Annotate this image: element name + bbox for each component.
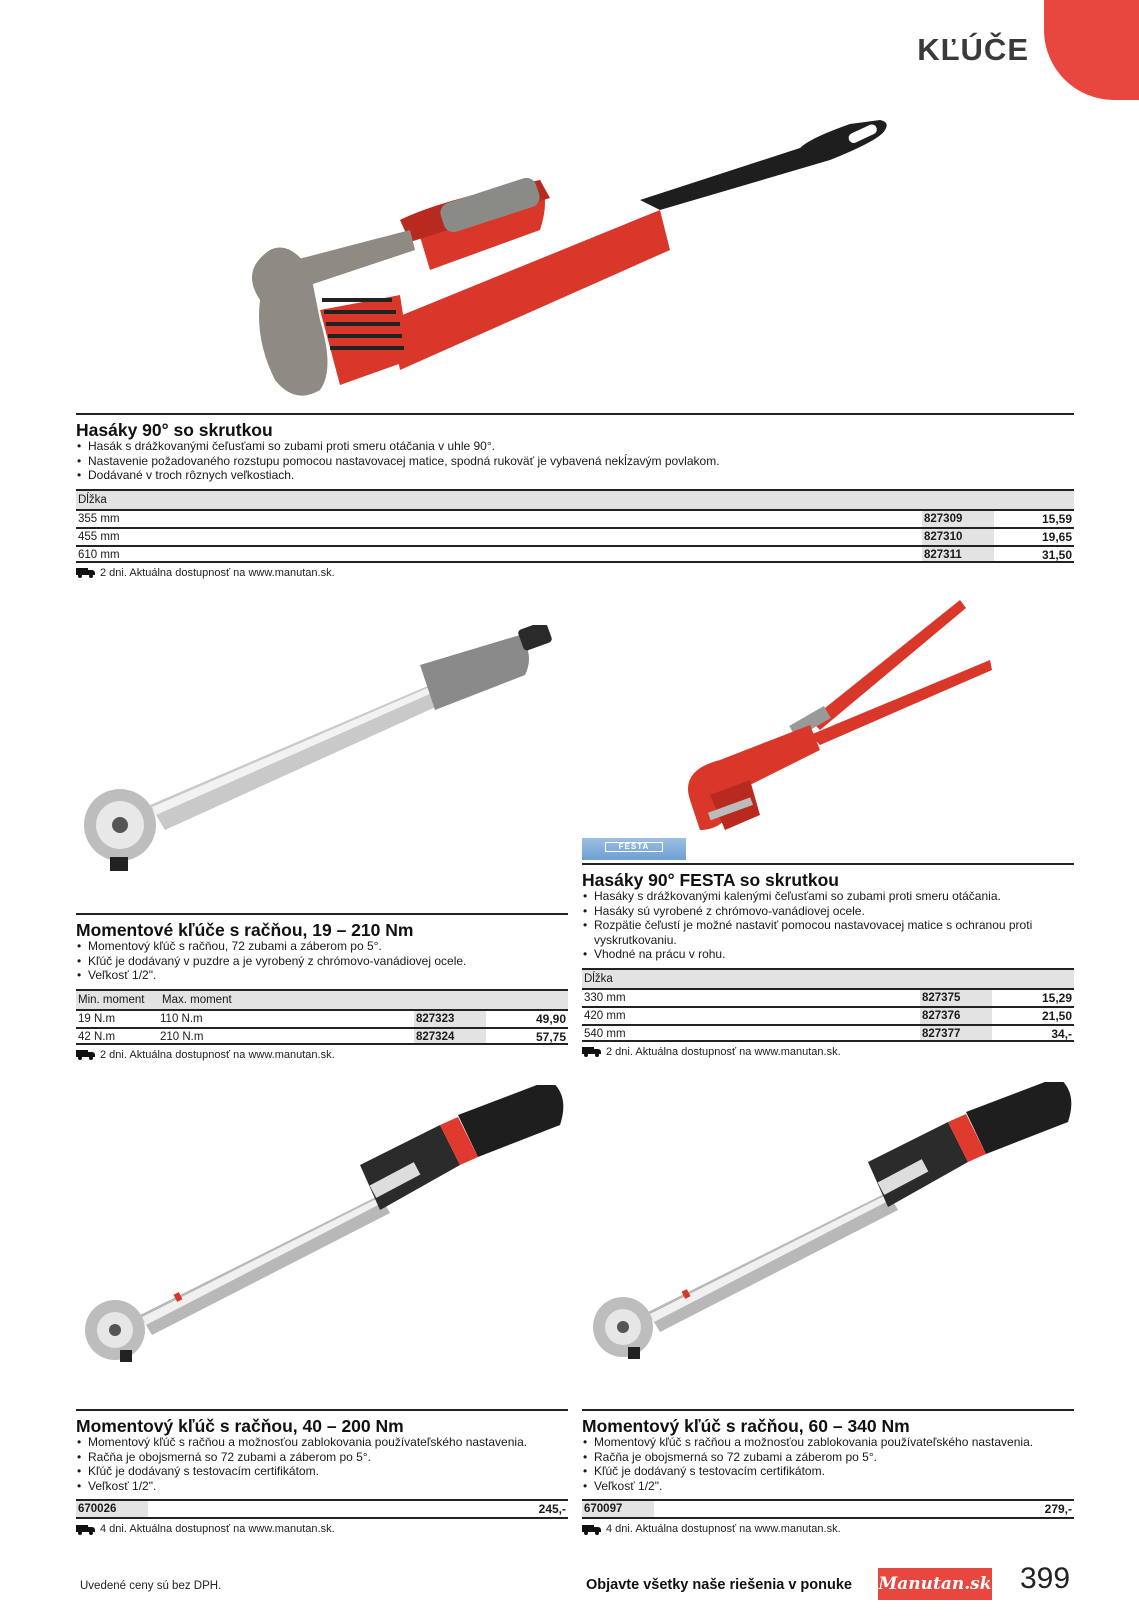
pipe-wrench-image (240, 120, 910, 410)
delivery-truck-icon (582, 1524, 602, 1535)
bullet-item: • Hasáky sú vyrobené z chrómovo-vanádiovej ocele. (582, 904, 1074, 919)
availability-text: 2 dni. Aktuálna dostupnosť na www.manutan.sk. (100, 566, 335, 579)
size-cell: 355 mm (78, 512, 120, 525)
max-moment-cell: 210 N.m (160, 1030, 204, 1043)
table-row (582, 988, 1074, 1006)
table-header (582, 970, 1074, 988)
table-row (76, 527, 1074, 545)
bullet-item: • Momentový kľúč s račňou a možnosťou zablokovania používateľského nastavenia. (76, 1435, 568, 1450)
product-code[interactable]: 827375 (920, 990, 992, 1006)
price: 245,- (538, 1502, 566, 1516)
product-block-torque-40-200 (76, 1409, 568, 1536)
price: 19,65 (1041, 529, 1072, 544)
bullet-item: • Momentový kľúč s račňou, 72 zubami a záberom po 5°. (76, 939, 568, 954)
delivery-truck-icon (76, 1049, 96, 1060)
product-title: Momentový kľúč s račňou, 60 – 340 Nm (582, 1409, 1074, 1433)
availability (76, 1522, 568, 1536)
bullet-list (76, 439, 1074, 483)
price-note: Uvedené ceny sú bez DPH. (80, 1580, 222, 1592)
product-code[interactable]: 827376 (920, 1008, 992, 1024)
price: 15,29 (1041, 990, 1072, 1005)
product-code[interactable]: 827310 (922, 529, 994, 545)
product-block-festa (582, 863, 1074, 1059)
product-code[interactable]: 670026 (76, 1501, 148, 1517)
table-row (76, 1027, 568, 1045)
delivery-truck-icon (76, 567, 96, 578)
min-moment-cell: 42 N.m (78, 1030, 116, 1043)
spec-table (582, 968, 1074, 1042)
price: 31,50 (1041, 547, 1072, 562)
table-row (582, 1006, 1074, 1024)
price: 15,59 (1041, 511, 1072, 526)
availability-text: 4 dni. Aktuálna dostupnosť na www.manutan.sk. (606, 1523, 841, 1535)
table-row (76, 1009, 568, 1027)
spec-table (76, 989, 568, 1045)
product-code[interactable]: 827311 (922, 547, 994, 561)
table-row (582, 1501, 1074, 1519)
product-title: Momentový kľúč s račňou, 40 – 200 Nm (76, 1409, 568, 1433)
section-title: KĽÚČE (917, 32, 1029, 67)
delivery-truck-icon (76, 1524, 96, 1535)
availability (582, 1522, 1074, 1536)
bullet-list (76, 939, 568, 983)
availability-text: 4 dni. Aktuálna dostupnosť na www.manutan.sk. (100, 1523, 335, 1535)
bullet-list (582, 1435, 1074, 1493)
column-header: Max. moment (162, 993, 232, 1006)
table-row (76, 545, 1074, 563)
bullet-list (76, 1435, 568, 1493)
price: 57,75 (535, 1029, 566, 1044)
availability (76, 566, 1074, 580)
bullet-item: • Momentový kľúč s račňou a možnosťou zablokovania používateľského nastavenia. (582, 1435, 1074, 1450)
product-code[interactable]: 827309 (922, 511, 994, 527)
bullet-item: • Račňa je obojsmerná so 72 zubami a záberom po 5°. (582, 1450, 1074, 1465)
price: 49,90 (535, 1011, 566, 1026)
table-row (76, 509, 1074, 527)
table-row (76, 1501, 568, 1519)
availability (76, 1048, 568, 1062)
product-title: Hasáky 90° so skrutkou (76, 413, 1074, 437)
min-moment-cell: 19 N.m (78, 1012, 116, 1025)
product-title: Hasáky 90° FESTA so skrutkou (582, 863, 1074, 887)
max-moment-cell: 110 N.m (160, 1012, 203, 1025)
bullet-item: • Kľúč je dodávaný s testovacím certifikátom. (76, 1464, 568, 1479)
bullet-item: • Dodávané v troch rôznych veľkostiach. (76, 468, 1074, 483)
page-number: 399 (1020, 1562, 1071, 1595)
availability-text: 2 dni. Aktuálna dostupnosť na www.manutan.sk. (100, 1048, 335, 1061)
spec-table (76, 1499, 568, 1519)
price: 21,50 (1041, 1008, 1072, 1023)
product-code[interactable]: 670097 (582, 1501, 654, 1517)
bullet-item: • Nastavenie požadovaného rozstupu pomocou nastavovacej matice, spodná rukoväť je vybavená nekĺzavým povlakom. (76, 454, 1074, 469)
table-row (582, 1024, 1074, 1042)
product-title: Momentové kľúče s račňou, 19 – 210 Nm (76, 913, 568, 937)
size-cell: 330 mm (584, 991, 626, 1004)
torque-wrench-image (80, 625, 560, 885)
bullet-item: • Kľúč je dodávaný s testovacím certifikátom. (582, 1464, 1074, 1479)
footer-cta[interactable]: Objavte všetky naše riešenia v ponuke (586, 1577, 852, 1593)
bullet-item: • Hasák s drážkovanými čeľusťami so zubami proti smeru otáčania v uhle 90°. (76, 439, 1074, 454)
availability-text: 2 dni. Aktuálna dostupnosť na www.manutan.sk. (606, 1045, 841, 1058)
product-block-torque-60-340 (582, 1409, 1074, 1536)
column-header: Min. moment (78, 993, 145, 1006)
torque-wrench-60-340-image (588, 1082, 1078, 1372)
price: 279,- (1044, 1502, 1072, 1516)
column-header: Dĺžka (584, 972, 613, 985)
column-header: Dĺžka (78, 493, 107, 506)
bullet-item: • Hasáky s drážkovanými kalenými čeľusťami so zubami proti smeru otáčania. (582, 889, 1074, 904)
bullet-item: • Veľkosť 1/2". (582, 1479, 1074, 1494)
festa-wrench-image (670, 600, 1000, 840)
product-block-pipe-wrench (76, 413, 1074, 580)
product-code[interactable]: 827323 (414, 1011, 486, 1027)
bullet-item: • Račňa je obojsmerná so 72 zubami a záberom po 5°. (76, 1450, 568, 1465)
product-code[interactable]: 827377 (920, 1026, 992, 1040)
brand-label: FESTA (605, 842, 663, 852)
product-code[interactable]: 827324 (414, 1029, 486, 1043)
size-cell: 540 mm (584, 1027, 626, 1040)
product-block-torque-19-210 (76, 913, 568, 1062)
price: 34,- (1051, 1026, 1072, 1041)
size-cell: 610 mm (78, 548, 120, 561)
delivery-truck-icon (582, 1046, 602, 1057)
table-header (76, 991, 568, 1009)
festa-brand-badge (582, 838, 686, 860)
bullet-list (582, 889, 1074, 962)
availability (582, 1045, 1074, 1059)
table-header (76, 491, 1074, 509)
bullet-item: • Rozpätie čeľustí je možné nastaviť pomocou nastavovacej matice s ochranou proti vyskrutkovaniu. (582, 918, 1074, 947)
section-corner-tab (1044, 0, 1139, 100)
size-cell: 455 mm (78, 530, 120, 543)
torque-wrench-40-200-image (80, 1085, 570, 1375)
spec-table (582, 1499, 1074, 1519)
spec-table (76, 489, 1074, 563)
bullet-item: • Veľkosť 1/2". (76, 1479, 568, 1494)
bullet-item: • Kľúč je dodávaný v puzdre a je vyrobený z chrómovo-vanádiovej ocele. (76, 954, 568, 969)
manutan-logo[interactable]: Manutan.sk (878, 1568, 992, 1600)
bullet-item: • Veľkosť 1/2". (76, 968, 568, 983)
size-cell: 420 mm (584, 1009, 626, 1022)
bullet-item: • Vhodné na prácu v rohu. (582, 947, 1074, 962)
